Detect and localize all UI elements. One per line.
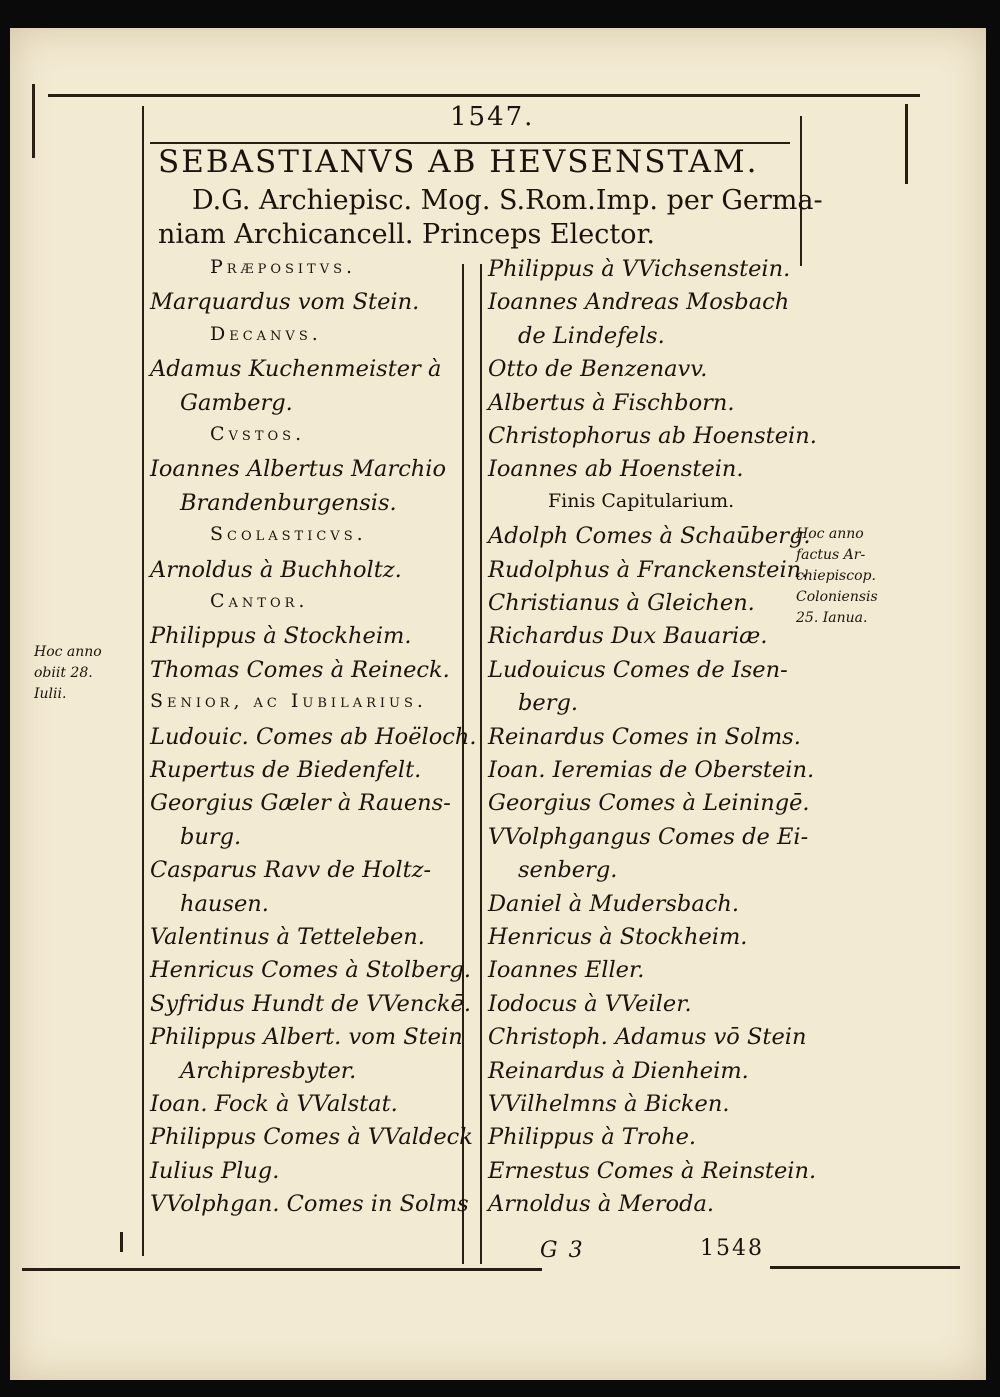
entry-continuation: hausen. <box>180 890 269 917</box>
entry-name: Ludouicus Comes de Isen- <box>488 656 788 683</box>
entry-name: Casparus Ravv de Holtz- <box>150 857 432 884</box>
bottom-left-mark <box>120 1232 123 1252</box>
bottom-rule-right <box>770 1266 960 1269</box>
margin-note-line: chiepiscop. <box>796 568 876 584</box>
entry-name: Philippus à Stockheim. <box>150 623 412 650</box>
entry-continuation: de Lindefels. <box>518 322 665 349</box>
entry-name: Henricus à Stockheim. <box>488 924 748 950</box>
margin-note-line: Hoc anno <box>796 526 864 542</box>
entry-name: Ludouic. Comes ab Hoëloch. <box>150 723 477 750</box>
top-rule <box>48 94 920 97</box>
margin-note-line: Iulii. <box>34 686 67 702</box>
section-heading: Decanvs. <box>210 322 322 345</box>
signature-mark: G 3 <box>540 1238 585 1263</box>
entry-name: Ioannes Albertus Marchio <box>150 456 447 483</box>
entry-name: Albertus à Fischborn. <box>488 389 735 416</box>
right-outer-rule <box>905 104 908 184</box>
entry-name: Ernestus Comes à Reinstein. <box>488 1157 817 1184</box>
margin-note-line: Coloniensis <box>796 589 878 605</box>
section-heading: Præpositvs. <box>210 256 357 278</box>
section-heading: Cvstos. <box>210 423 306 445</box>
entry-name: Iulius Plug. <box>150 1157 280 1184</box>
entry-continuation: Gamberg. <box>180 389 293 416</box>
entry-name: Philippus Comes à VValdeck <box>150 1124 473 1151</box>
subtitle-line-2: niam Archicancell. Princeps Elector. <box>158 219 655 250</box>
section-heading: Cantor. <box>210 590 309 612</box>
entry-name: Philippus à Trohe. <box>488 1124 697 1151</box>
next-year-catchword: 1548 <box>700 1236 764 1261</box>
entry-name: Christianus à Gleichen. <box>488 590 755 616</box>
entry-continuation: senberg. <box>518 857 618 884</box>
column-rule-right <box>480 264 482 1264</box>
margin-note-line: 25. Ianua. <box>796 610 868 626</box>
entry-continuation: Archipresbyter. <box>180 1057 357 1084</box>
entry-name: Ioan. Ieremias de Oberstein. <box>488 757 815 783</box>
entry-name: Arnoldus à Buchholtz. <box>150 556 402 583</box>
entry-name: Iodocus à VVeiler. <box>488 990 692 1017</box>
entry-name: Georgius Comes à Leiningē. <box>488 790 810 817</box>
entry-name: Senior, ac Iubilarius. <box>150 690 427 713</box>
section-note: Finis Capitularium. <box>548 489 735 512</box>
subtitle-line-1: D.G. Archiepisc. Mog. S.Rom.Imp. per Germa- <box>192 185 823 216</box>
entry-name: Henricus Comes à Stolberg. <box>150 957 472 984</box>
entry-name: Adamus Kuchenmeister à <box>150 356 442 383</box>
entry-name: Marquardus vom Stein. <box>150 289 420 316</box>
entry-name: VVolphgan. Comes in Solms <box>150 1191 469 1218</box>
header-left-rule <box>142 106 144 1256</box>
section-heading: Scolasticvs. <box>210 523 367 546</box>
entry-name: Syfridus Hundt de VVenckē. <box>150 990 472 1017</box>
entry-name: Daniel à Mudersbach. <box>488 890 739 917</box>
entry-name: Reinardus Comes in Solms. <box>488 723 801 750</box>
entry-name: Ioan. Fock à VValstat. <box>150 1091 398 1117</box>
margin-note-line: obiit 28. <box>34 665 93 681</box>
entry-continuation: Brandenburgensis. <box>180 489 397 516</box>
entry-name: Ioannes Andreas Mosbach <box>488 289 790 316</box>
entry-name: Richardus Dux Bauariæ. <box>488 623 768 650</box>
entry-name: Rupertus de Biedenfelt. <box>150 757 422 783</box>
page-title: SEBASTIANVS AB HEVSENSTAM. <box>158 144 759 180</box>
entry-name: VVilhelmns à Bicken. <box>488 1091 730 1117</box>
entry-continuation: burg. <box>180 823 242 850</box>
entry-name: Reinardus à Dienheim. <box>488 1057 749 1084</box>
margin-note-line: Hoc anno <box>34 644 102 660</box>
entry-name: Valentinus à Tetteleben. <box>150 924 425 950</box>
entry-name: Ioannes ab Hoenstein. <box>488 456 744 483</box>
entry-name: Otto de Benzenavv. <box>488 356 708 383</box>
column-rule-left <box>462 264 464 1264</box>
entry-name: Adolph Comes à Schaūberg. <box>488 523 811 550</box>
year-heading: 1547. <box>450 102 535 132</box>
bottom-rule <box>22 1268 542 1271</box>
entry-name: VVolphgangus Comes de Ei- <box>488 823 809 850</box>
entry-name: Rudolphus à Franckenstein. <box>488 556 809 583</box>
entry-continuation: berg. <box>518 690 579 717</box>
margin-note-line: factus Ar- <box>796 547 866 563</box>
entry-name: Thomas Comes à Reineck. <box>150 656 450 683</box>
entry-name: Christoph. Adamus vō Stein <box>488 1024 807 1051</box>
book-page <box>10 28 986 1380</box>
entry-name: Ioannes Eller. <box>488 957 645 984</box>
entry-name: Georgius Gæler à Rauens- <box>150 790 451 817</box>
entry-name: Philippus Albert. vom Stein <box>150 1024 463 1051</box>
entry-name: Philippus à VVichsenstein. <box>488 256 791 282</box>
entry-name: Arnoldus à Meroda. <box>488 1191 715 1218</box>
entry-name: Christophorus ab Hoenstein. <box>488 423 817 449</box>
left-outer-rule <box>32 84 35 158</box>
right-margin-note <box>796 524 896 629</box>
left-margin-note <box>34 642 126 705</box>
